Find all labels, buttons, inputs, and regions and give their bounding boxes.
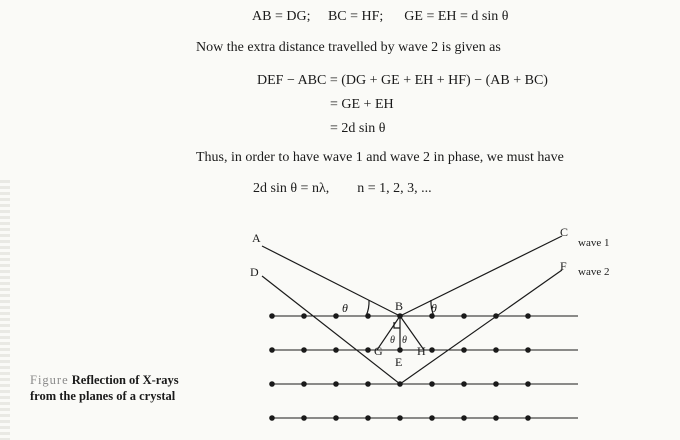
atom [397,415,403,421]
atom [333,347,339,353]
atom [429,381,435,387]
atom [333,313,339,319]
atom [493,415,499,421]
label-D: D [250,265,259,279]
label-F: F [560,259,567,273]
atom [269,347,275,353]
ray-incident-wave2 [262,276,403,384]
sentence-in-phase: Thus, in order to have wave 1 and wave 2 in phase, we must have [196,150,564,165]
atom [525,313,531,319]
sentence-extra-distance: Now the extra distance travelled by wave 2 is given as [196,40,501,55]
atom [333,415,339,421]
atom [269,313,275,319]
angle-theta-left: θ [342,301,348,315]
atom [525,415,531,421]
atom [365,347,371,353]
atom [525,381,531,387]
figure-caption-text: Reflection of X-rays from the planes of a crystal [30,373,179,403]
label-B: B [395,299,404,313]
angle-theta-inner-left: θ [390,335,395,346]
equation-path-difference: DEF − ABC = (DG + GE + EH + HF) − (AB + BC) [257,73,548,88]
ray-reflected-wave1 [400,236,562,316]
atom [365,381,371,387]
atom [269,415,275,421]
atom [429,415,435,421]
label-C: C [560,225,569,239]
ray-incident-wave1 [262,246,400,316]
atom [333,381,339,387]
atom [461,415,467,421]
label-E: E [395,355,403,369]
atom [365,415,371,421]
figure-number: Figure [30,373,69,387]
atom [461,313,467,319]
equation-bragg-condition: 2d sin θ = nλ, n = 1, 2, 3, ... [253,181,432,196]
atom [301,381,307,387]
x-ray-paths [262,236,562,384]
atom [493,347,499,353]
label-wave2: wave 2 [578,266,610,278]
atom [461,381,467,387]
figure-caption [30,372,200,404]
atom [493,381,499,387]
atom [301,415,307,421]
atom [525,347,531,353]
equation-path-difference-step3: = 2d sin θ [330,121,386,136]
label-A: A [252,231,261,245]
equation-segment-equalities: AB = DG; BC = HF; GE = EH = d sin θ [252,9,509,24]
atom [429,347,435,353]
atom [461,347,467,353]
ray-reflected-wave2 [400,270,562,384]
label-wave1: wave 1 [578,237,610,249]
atom [269,381,275,387]
angle-theta-inner-right: θ [402,335,407,346]
angle-theta-right: θ [431,301,437,315]
atom [301,347,307,353]
label-H: H [417,344,426,358]
atom [301,313,307,319]
label-G: G [374,344,383,358]
equation-path-difference-step2: = GE + EH [330,97,394,112]
